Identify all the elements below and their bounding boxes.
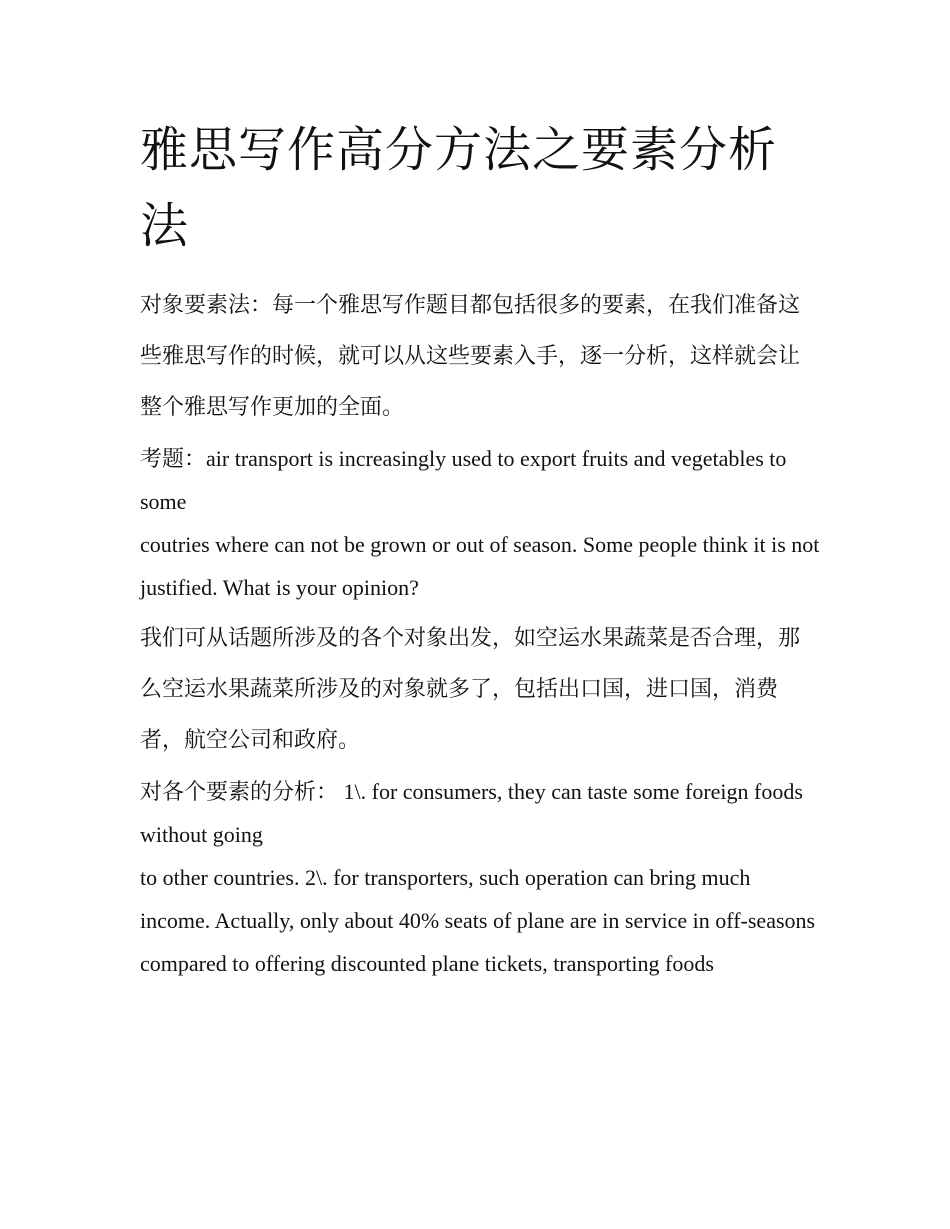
question-paragraph [140,437,820,609]
analysis-intro-paragraph: 我们可从话题所涉及的各个对象出发，如空运水果蔬菜是否合理，那么空运水果蔬菜所涉及的对象就多了，包括出口国，进口国，消费者，航空公司和政府。 [140,626,801,753]
question-line: justified. What is your opinion? [140,575,419,600]
element-line: 对各个要素的分析： 1\. for consumers, they can taste some foreign foods without going [140,779,803,847]
element-line: compared to offering discounted plane tickets, transporting foods [140,951,714,976]
question-line: coutries where can not be grown or out of season. Some people think it is not [140,532,820,557]
element-line: income. Actually, only about 40% seats of plane are in service in off-seasons [140,908,816,933]
question-line: 考题：air transport is increasingly used to export fruits and vegetables to some [140,446,787,514]
element-line: to other countries. 2\. for transporters, such operation can bring much [140,865,751,890]
document-page [140,112,820,985]
element-analysis-paragraph [140,770,820,985]
intro-paragraph: 对象要素法：每一个雅思写作题目都包括很多的要素，在我们准备这些雅思写作的时候，就可以从这些要素入手，逐一分析，这样就会让整个雅思写作更加的全面。 [140,293,801,420]
document-title: 雅思写作高分方法之要素分析法 [140,122,778,254]
